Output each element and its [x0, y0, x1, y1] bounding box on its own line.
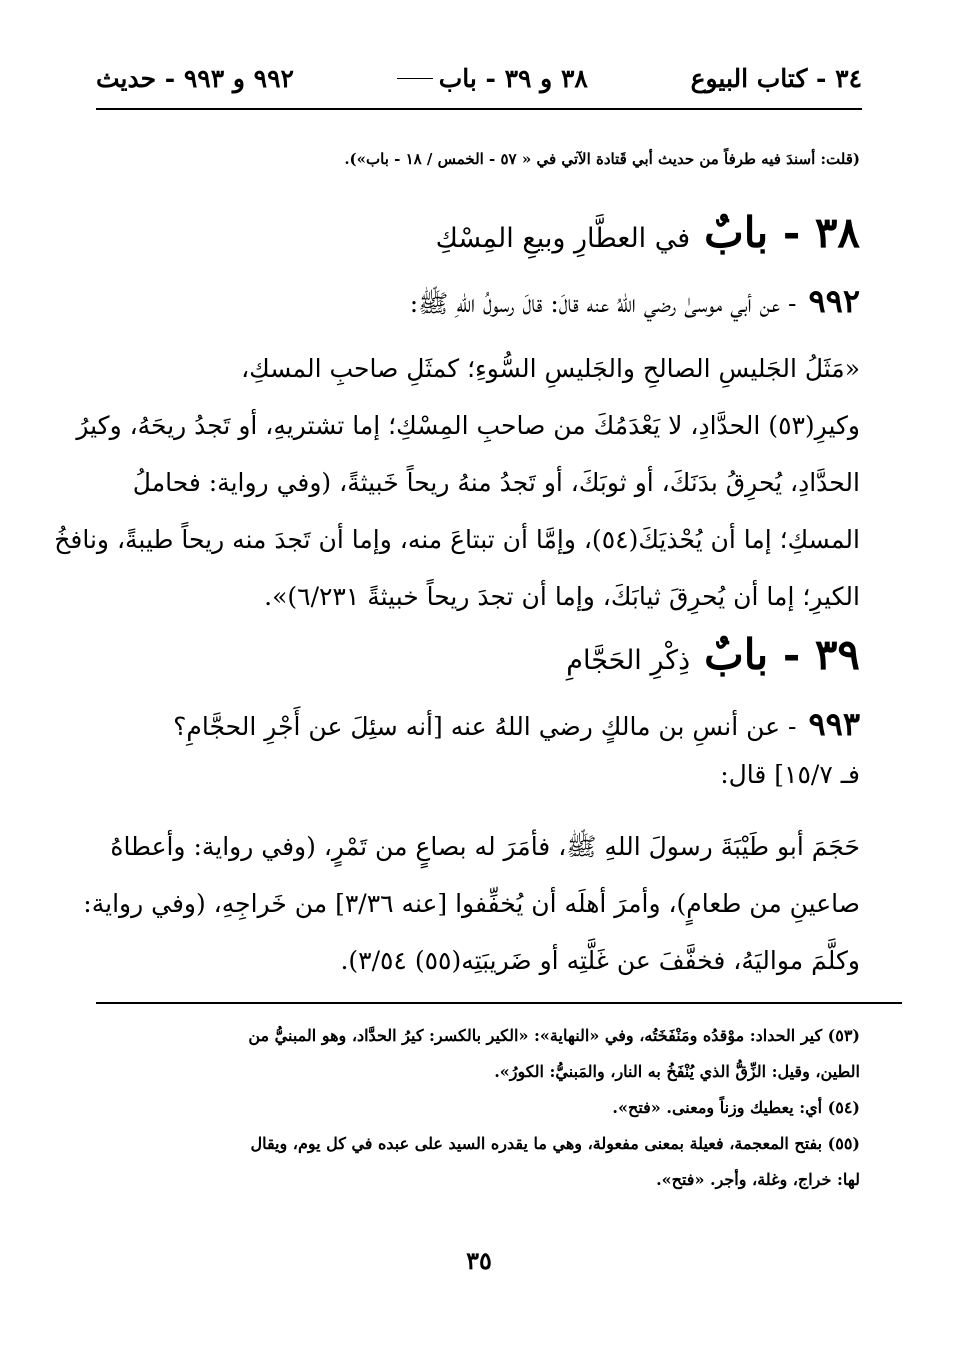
chapter-38-heading: [436, 208, 860, 257]
hadith-993-line: صاعينِ من طعامٍ)، وأمرَ أهلَه أن يُخفِّفوا [عنه ٣/٣٦] من خَراجِهِ، (وفي رواية:: [83, 889, 860, 918]
running-head-chapters-text: ٣٨ و ٣٩ - باب: [438, 63, 588, 93]
hadith-993-intro: - عن أنسِ بن مالكٍ رضي اللهُ عنه [أنه سئِلَ عن أَجْرِ الحجَّامِ؟: [173, 712, 797, 741]
hadith-993-heading: [96, 705, 860, 743]
footnote-line: (٥٥) بفتح المعجمة، فعيلة بمعنى مفعولة، وهي ما يقدره السيد على عبده في كل يوم، ويقال: [250, 1134, 860, 1153]
chapter-39-heading: [566, 630, 860, 679]
editor-note: (قلت: أسندَ فيه طرفاً من حديث أبي قَتادة الآتي في « ٥٧ - الخمس / ١٨ - باب»).: [344, 150, 860, 168]
hadith-992-heading: [96, 282, 860, 325]
hadith-993-text: [83, 818, 860, 989]
running-head-chapters: [397, 64, 588, 93]
hadith-992-line: الحدَّادِ، يُحرِقُ بدَنَكَ، أو ثوبَكَ، أو تَجدُ منهُ ريحاً خَبيثةً، (وفي رواية: فحاملُ: [132, 468, 860, 497]
hadith-992-number: ٩٩٢: [808, 282, 860, 320]
footnote-line: الطين، وقيل: الزِّقُّ الذي يُنْفَخُ به النار، والمَبنيُّ: الكورُ».: [494, 1062, 860, 1081]
hadith-993-line: وكلَّمَ مواليَهُ، فخفَّفَ عن غَلَّتِه أو ضَريبَتِه(٥٥) ٣/٥٤).: [340, 946, 860, 975]
footnotes: [96, 1018, 860, 1198]
hadith-992-line: المسكِ؛ إما أن يُحْذيَكَ(٥٤)، وإمَّا أن تبتاعَ منه، وإما أن تَجدَ منه ريحاً طيبةً، ونافخُ: [54, 525, 860, 554]
footnote-line: (٥٤) أي: يعطيك وزناً ومعنى. «فتح».: [612, 1098, 860, 1117]
hadith-992-text: [54, 340, 860, 625]
running-head-book: ٣٤ - كتاب البيوع: [690, 63, 862, 93]
page-number: ٣٥: [466, 1246, 492, 1275]
hadith-992-line: الكيرِ؛ إما أن يُحرِقَ ثيابَكَ، وإما أن تجدَ ريحاً خبيثةً ٦/٢٣١)».: [264, 582, 860, 611]
chapter-38-title: في العطَّارِ وبيعِ المِسْكِ: [435, 223, 691, 254]
hadith-993-number: ٩٩٣: [808, 705, 860, 743]
chapter-39-title: ذِكْرِ الحَجَّامِ: [566, 645, 691, 676]
running-head-dash: [397, 78, 433, 79]
header-rule: [96, 108, 862, 110]
hadith-993-intro-2: فـ ١٥/٧] قال:: [720, 760, 860, 789]
hadith-992-intro: - عن أبي موسىٰ رضي اللهُ عنه قالَ: قالَ رسولُ اللهِ ﷺ:: [409, 289, 797, 318]
hadith-993-line: حَجَمَ أبو طَيْبَةَ رسولَ اللهِ ﷺ، فأمَرَ له بصاعٍ من تَمْرٍ، (وفي رواية: وأعطاهُ: [110, 832, 860, 861]
hadith-993-intro-continued: [96, 760, 860, 789]
footnote-line: لها: خراج، وغلة، وأجر. «فتح».: [656, 1170, 860, 1189]
running-head: [96, 58, 862, 98]
footnote-rule: [96, 1002, 902, 1004]
hadith-992-line: وكيرِ(٥٣) الحدَّادِ، لا يَعْدَمُكَ من صاحبِ المِسْكِ؛ إما تشتريهِ، أو تَجدُ ريحَهُ، وكيرُ: [76, 411, 860, 440]
running-head-hadiths: ٩٩٢ و ٩٩٣ - حديث: [96, 63, 294, 93]
chapter-39-number: ٣٩ - بابٌ: [704, 630, 860, 679]
hadith-992-line: «مَثَلُ الجَليسِ الصالحِ والجَليسِ السُّوءِ؛ كمثَلِ صاحبِ المسكِ،: [241, 354, 860, 383]
chapter-38-number: ٣٨ - بابٌ: [704, 208, 860, 257]
footnote-line: (٥٣) كير الحداد: موْقدُه ومَنْفَخَتُه، وفي «النهاية»: «الكير بالكسر: كيرُ الحدَّاد، وهو المبنيُّ من: [248, 1026, 860, 1045]
